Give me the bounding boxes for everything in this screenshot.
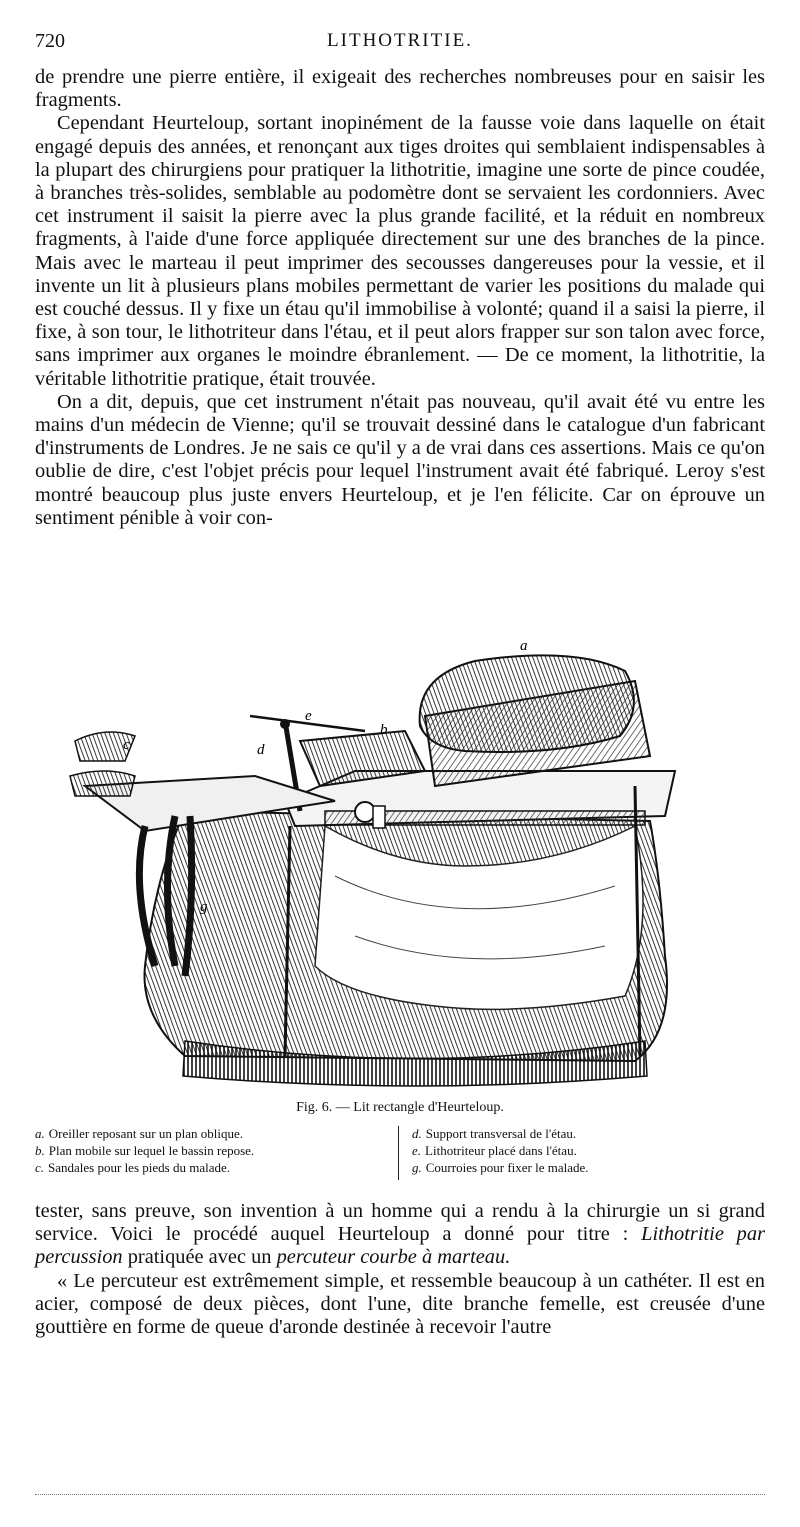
figure-illustration — [35, 636, 765, 1091]
figure-legend-left — [35, 1125, 395, 1176]
legend-item: c. Sandales pour les pieds du malade. — [35, 1160, 230, 1175]
emphasis: percuteur courbe à marteau. — [276, 1246, 511, 1269]
legend-item: b. Plan mobile sur lequel le bassin repose. — [35, 1143, 255, 1158]
legend-divider — [398, 1126, 399, 1180]
body-text-top — [35, 66, 765, 530]
legend-item: a. Oreiller reposant sur un plan oblique. — [35, 1126, 243, 1141]
paragraph: Cependant Heurteloup, sortant inopinément de la fausse voie dans laquelle on était engagé depuis des années, et renonçant aux tiges droites qui semblaient indispensables à la plupart des chirurgiens pour pratiquer la lithotritie, imagine une sorte de pince coudée, à branches très-solides, semblable au podomètre dont se servaient les cordonniers. Avec cet instrument il saisit la pierre avec la plus grande facilité, et la réduit en nombreux fragments, à l'aide d'une force appliquée directement sur une des branches de la pince. Mais avec le marteau il peut imprimer des secousses dangereuses pour la vessie, et il invente un lit à plusieurs plans mobiles permettant de varier les positions du malade qui est couché dessus. Il y fixe un étau qu'il immobilise à volonté; quand il a saisi la pierre, il fixe, à son tour, le lithotriteur dans l'étau, et il peut alors frapper sur son talon avec force, sans imprimer aux organes le moindre ébranlement. — De ce moment, la lithotritie, la véritable lithotritie pratique, était trouvée. — [35, 112, 765, 390]
legend-item: d. Support transversal de l'étau. — [412, 1126, 577, 1141]
pillow — [420, 655, 634, 752]
legend-item: g. Courroies pour fixer le malade. — [412, 1160, 589, 1175]
emphasis: Lithotritie par percussion — [35, 1223, 766, 1269]
figure-label-g: g — [200, 899, 208, 915]
sandal — [70, 771, 135, 796]
running-title: LITHOTRITIE. — [327, 30, 473, 51]
body-text-bottom — [35, 1200, 765, 1339]
page-number: 720 — [35, 30, 65, 52]
figure-legend-right — [412, 1125, 762, 1176]
paragraph: tester, sans preuve, son invention à un homme qui a rendu à la chirurgie un si grand service. Voici le procédé auquel Heurteloup a donné pour titre : Lithotritie par percussion pratiquée avec un percuteur courbe à marteau. — [35, 1200, 766, 1269]
bed-engraving — [35, 636, 765, 1091]
legend-item: e. Lithotriteur placé dans l'étau. — [412, 1143, 577, 1158]
figure-label-d: d — [257, 742, 265, 758]
page-header — [35, 30, 765, 56]
paragraph: de prendre une pierre entière, il exigeait des recherches nombreuses pour en saisir les fragments. — [35, 66, 765, 112]
paragraph: « Le percuteur est extrêmement simple, et ressemble beaucoup à un cathéter. Il est en acier, composé de deux pièces, dont l'une, dite branche femelle, est creusée d'une gouttière en forme de queue d'aronde destinée à recevoir l'autre — [35, 1269, 765, 1339]
figure-label-a: a — [520, 638, 528, 654]
figure-label-b: b — [380, 722, 388, 738]
footer-rule — [35, 1494, 765, 1495]
paragraph: On a dit, depuis, que cet instrument n'était pas nouveau, qu'il avait été vu entre les mains d'un médecin de Vienne; qu'il se trouvait dessiné dans le catalogue d'un fabricant d'instruments de Londres. Je ne sais ce qu'il y a de vrai dans ces assertions. Mais ce qu'on oublie de dire, c'est l'objet précis pour lequel l'instrument avait été fabriqué. Leroy s'est montré beaucoup plus juste envers Heurteloup, et je l'en félicite. Car on éprouve un sentiment pénible à voir con- — [35, 390, 765, 529]
figure-label-e: e — [305, 708, 312, 724]
figure-label-c: c — [123, 737, 130, 753]
figure-caption: Fig. 6. — Lit rectangle d'Heurteloup. — [296, 1100, 504, 1115]
